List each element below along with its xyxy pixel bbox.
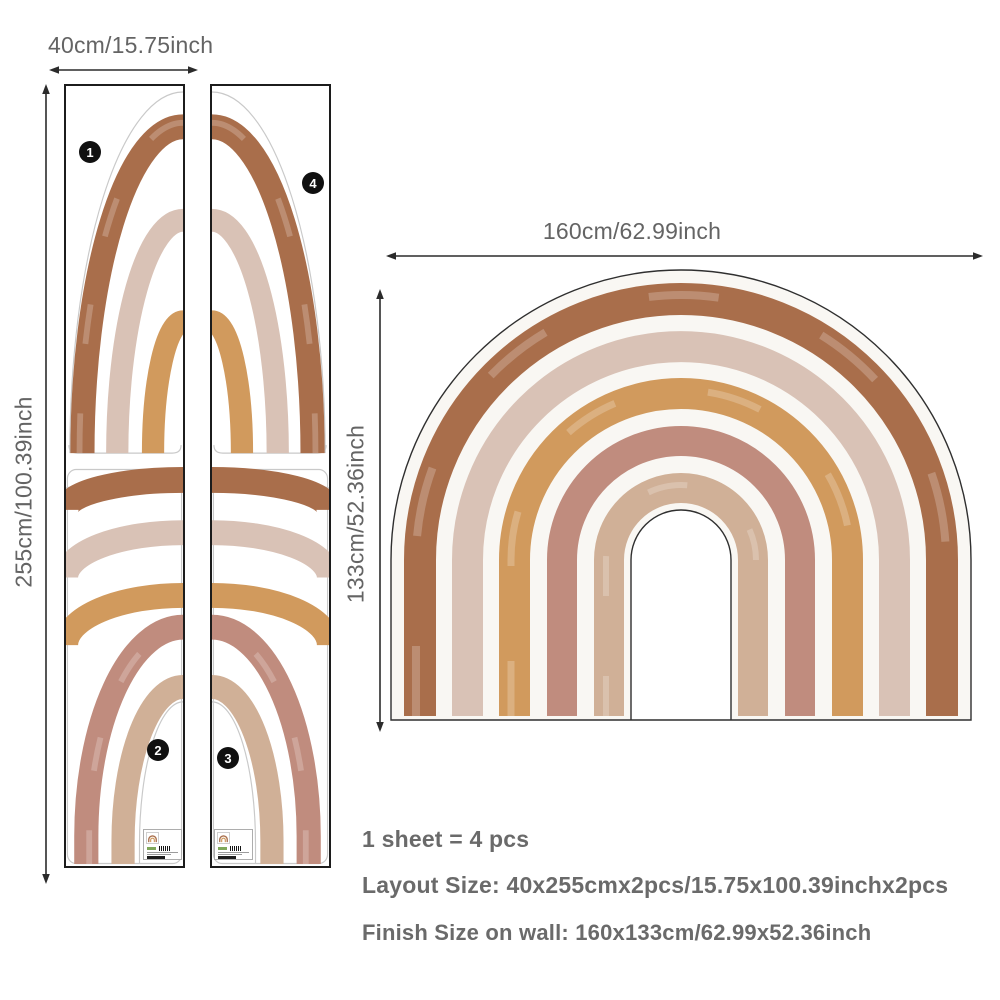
finish-size-text: Finish Size on wall: 160x133cm/62.99x52.36inch: [362, 920, 872, 945]
sheet-height-arrow: [42, 84, 50, 884]
piece-4-number-badge: 4: [302, 172, 324, 194]
tag-rainbow-thumbnail-icon: [146, 832, 159, 844]
tag-text-line: [218, 854, 242, 855]
tag-text-line: [147, 852, 178, 853]
assembled-rainbow-artwork: [376, 264, 986, 734]
tag-brand-text: [218, 847, 227, 850]
sheet-height-dimension-label: 255cm/100.39inch: [10, 396, 37, 588]
tag-brand-text: [147, 847, 156, 850]
piece-2-number-badge: 2: [147, 739, 169, 761]
piece-3-number-badge: 3: [217, 747, 239, 769]
tag-rainbow-thumbnail-icon: [217, 832, 230, 844]
tag-black-bar: [218, 856, 236, 859]
finish-height-dimension-label: 133cm/52.36inch: [342, 424, 369, 604]
product-label-tag: [214, 829, 253, 860]
piece-1-number-badge: 1: [79, 141, 101, 163]
tag-text-line: [218, 852, 249, 853]
sheet-count-text: 1 sheet = 4 pcs: [362, 826, 530, 852]
finish-width-dimension-label: 160cm/62.99inch: [542, 218, 722, 244]
product-label-tag: [143, 829, 182, 860]
tag-black-bar: [147, 856, 165, 859]
layout-size-text: Layout Size: 40x255cmx2pcs/15.75x100.39inchx2pcs: [362, 872, 949, 898]
tag-text-line: [147, 854, 171, 855]
barcode-icon: [159, 846, 170, 851]
sheet-width-arrow: [49, 66, 198, 74]
barcode-icon: [230, 846, 241, 851]
sheet-width-dimension-label: 40cm/15.75inch: [48, 32, 214, 58]
finish-width-arrow: [386, 252, 983, 260]
